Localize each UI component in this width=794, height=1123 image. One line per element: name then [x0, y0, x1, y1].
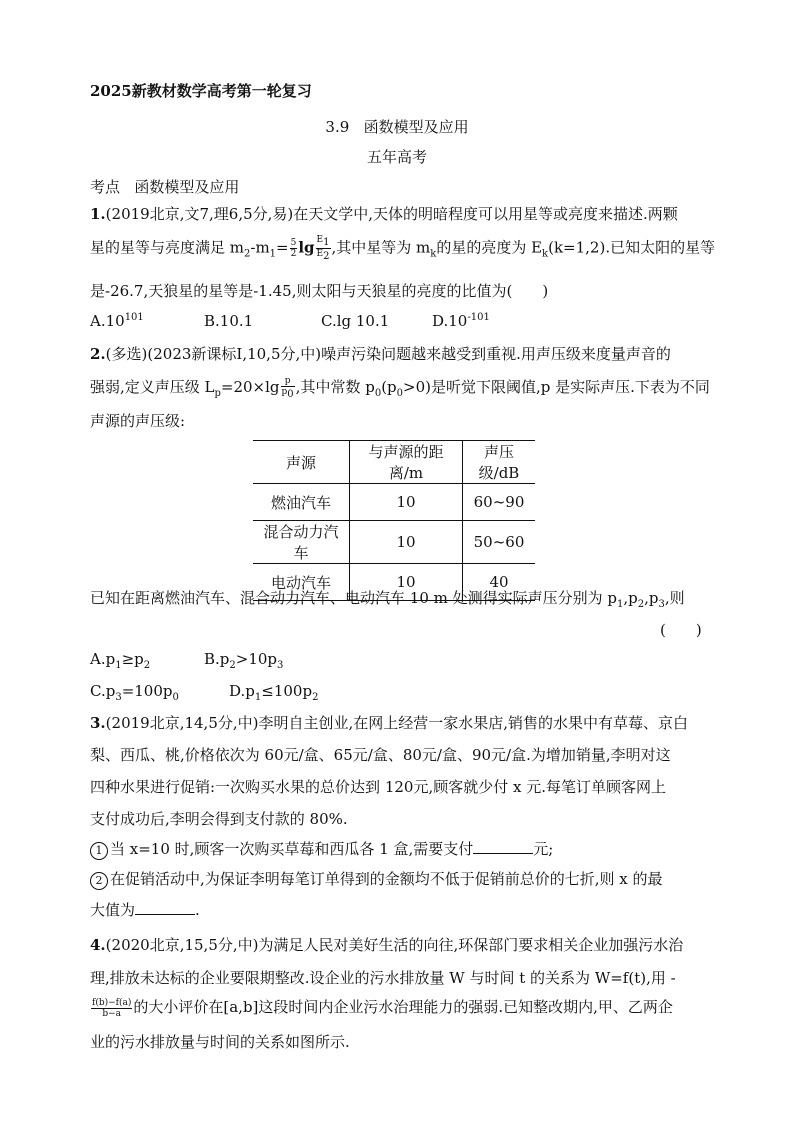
answer-blank-2[interactable]	[135, 900, 195, 915]
q4-line-4: 业的污水排放量与时间的关系如图所示.	[90, 1033, 350, 1051]
section-title	[0, 116, 794, 137]
q3-source: (2019北京,14,5分,中)	[105, 714, 259, 732]
q3-line-4: 支付成功后,李明会得到支付款的 80%.	[90, 810, 348, 828]
q4-line-2: 理,排放未达标的企业要限期整改.设企业的污水排放量 W 与时间 t 的关系为 W=f(t),用 -	[90, 969, 676, 987]
q4-fraction: $\frac{f(b)-f(a)}{b-a}$	[92, 997, 132, 1019]
q2-options-row-1	[90, 650, 283, 671]
q2-number: 2.	[90, 345, 106, 363]
q1-text-b3: ,其中星等为 m	[331, 238, 431, 257]
q2-option-b[interactable]: $B.p_2>10p_3$	[204, 650, 284, 671]
q2-option-a[interactable]: $A.p_1\ge p_2$	[90, 650, 151, 671]
q3-subquestion-2-cont: 大值为 .	[90, 901, 200, 919]
section-title-text: 函数模型及应用	[363, 118, 469, 136]
q4-line-3	[90, 996, 673, 1019]
q1-lg-fraction: $\frac{E_1}{E_2}$	[316, 235, 330, 262]
q2-text-b2: =20×lg	[220, 378, 280, 396]
table-cell: 60~90	[463, 484, 536, 521]
q3-subquestion-2: 2 在促销活动中,为保证李明每笔订单得到的金额均不低于促销前总价的七折,则 x 的最	[90, 868, 663, 890]
q3-line-1	[90, 712, 688, 733]
q1-option-a[interactable]: $A.10^{101}$	[90, 312, 144, 330]
q1-line-2: 星的星等与亮度满足 $m_2-m_1=$ $\frac{5}{2}$ lg $\frac{E_1}{E_2}$ ,其中星等为 $m_k$的星的亮度为 $E_k(k=1,2)$.已知太阳的星等	[90, 235, 716, 262]
q1-source: (2019北京,文7,理6,5分,易)	[105, 205, 294, 223]
sound-pressure-table	[253, 440, 535, 601]
q3-number: 3.	[90, 714, 106, 732]
q1-text-b1: 星的星等与亮度满足 m	[90, 238, 244, 257]
q4-source: (2020北京,15,5分,中)	[105, 936, 259, 954]
q1-line-1	[90, 203, 678, 224]
q1-option-d[interactable]: $D.10^{-101}$	[432, 312, 490, 330]
q2-line-4: 已知在距离燃油汽车、混合动力汽车、电动汽车 10 m 处测得实际声压分别为 $p_1,p_2,p_3$,则	[90, 589, 685, 610]
q1-text-a: 在天文学中,天体的明暗程度可以用星等或亮度来描述.两颗	[293, 205, 678, 223]
table-header-cell: 与声源的距离/m	[350, 441, 463, 484]
q1-options	[90, 312, 490, 330]
q2-text-b1: 强弱,定义声压级 L	[90, 378, 215, 396]
table-cell: 燃油汽车	[253, 484, 350, 521]
q2-option-d[interactable]: $D.p_1\le 100p_2$	[229, 682, 319, 703]
q4-text-a: 为满足人民对美好生活的向往,环保部门要求相关企业加强污水治	[258, 936, 684, 954]
circled-number-2: 2	[90, 872, 108, 890]
page-header: 2025新教材数学高考第一轮复习	[90, 82, 312, 100]
q3-line-3: 四种水果进行促销:一次购买水果的总价达到 120元,顾客就少付 x 元.每笔订单顾客网上	[90, 778, 666, 796]
q1-number: 1.	[90, 205, 106, 223]
q1-lg: lg	[298, 238, 315, 257]
q1-fraction: $\frac{5}{2}$	[290, 237, 297, 259]
table-row	[253, 484, 535, 521]
q1-option-c[interactable]: C.lg 10.1	[321, 312, 390, 330]
table-row	[253, 521, 535, 564]
q1-text-b5: (k=1,2).已知太阳的星等	[548, 238, 716, 257]
q1-line-3: 是-26.7,天狼星的星等是-1.45,则太阳与天狼星的亮度的比值为( )	[90, 282, 549, 300]
q3-line-2: 梨、西瓜、桃,价格依次为 60元/盒、65元/盒、80元/盒、90元/盒.为增加销量,李明对这	[90, 746, 671, 764]
table-cell: 10	[350, 484, 463, 521]
q2-options-row-2	[90, 682, 318, 703]
q4-number: 4.	[90, 936, 106, 954]
q2-line-3: 声源的声压级:	[90, 412, 186, 430]
section-subtitle: 五年高考	[366, 148, 427, 166]
q2-source: (多选)(2023新课标Ⅰ,10,5分,中)	[105, 345, 322, 363]
q4-line-1	[90, 934, 683, 955]
q2-answer-paren: ( )	[660, 621, 702, 639]
table-cell: 50~60	[463, 521, 536, 564]
table-cell: 40	[463, 564, 536, 601]
section-number: 3.9	[325, 118, 350, 136]
table-header-cell: 声源	[253, 441, 350, 484]
circled-number-1: 1	[90, 842, 108, 860]
answer-blank-1[interactable]	[473, 839, 533, 854]
topic-line	[90, 176, 239, 197]
table-cell: 10	[350, 521, 463, 564]
table-cell: 混合动力汽车	[253, 521, 350, 564]
topic-label: 考点	[90, 178, 121, 196]
q1-option-b[interactable]: B.10.1	[204, 312, 254, 330]
q3-text-a: 李明自主创业,在网上经营一家水果店,销售的水果中有草莓、京白	[258, 714, 689, 732]
q2-line-2: 强弱,定义声压级 $L_p=20\times\lg$ $\frac{p}{p_0}$ ,其中常数 $p_0(p_0>0)$是听觉下限阈值,p 是实际声压.下表为不同	[90, 376, 710, 400]
q2-text-b5: >0)是听觉下限阈值,p 是实际声压.下表为不同	[403, 378, 710, 396]
q2-line-1	[90, 343, 671, 364]
q2-text-b3: ,其中常数 p	[295, 378, 375, 396]
q2-option-c[interactable]: $C.p_3=100p_0$	[90, 682, 179, 703]
topic-text: 函数模型及应用	[134, 178, 240, 196]
table-header-row	[253, 441, 535, 484]
q2-fraction: $\frac{p}{p_0}$	[281, 376, 294, 400]
q1-text-b4: 的星的亮度为 E	[436, 238, 543, 257]
table-cell: 电动汽车	[253, 564, 350, 601]
q4-text-c: 的大小评价在[a,b]这段时间内企业污水治理能力的强弱.已知整改期内,甲、乙两企	[133, 998, 673, 1016]
q2-text-b4: (p	[381, 378, 397, 396]
q2-text-a: 噪声污染问题越来越受到重视.用声压级来度量声音的	[321, 345, 671, 363]
q1-text-b2: -m	[250, 238, 270, 257]
q3-subquestion-1: 1 当 x=10 时,顾客一次购买草莓和西瓜各 1 盒,需要支付 元;	[90, 838, 553, 860]
table-cell: 10	[350, 564, 463, 601]
q2-text-d: 已知在距离燃油汽车、混合动力汽车、电动汽车 10 m 处测得实际声压分别为 p	[90, 589, 617, 607]
table-header-cell: 声压级/dB	[463, 441, 536, 484]
